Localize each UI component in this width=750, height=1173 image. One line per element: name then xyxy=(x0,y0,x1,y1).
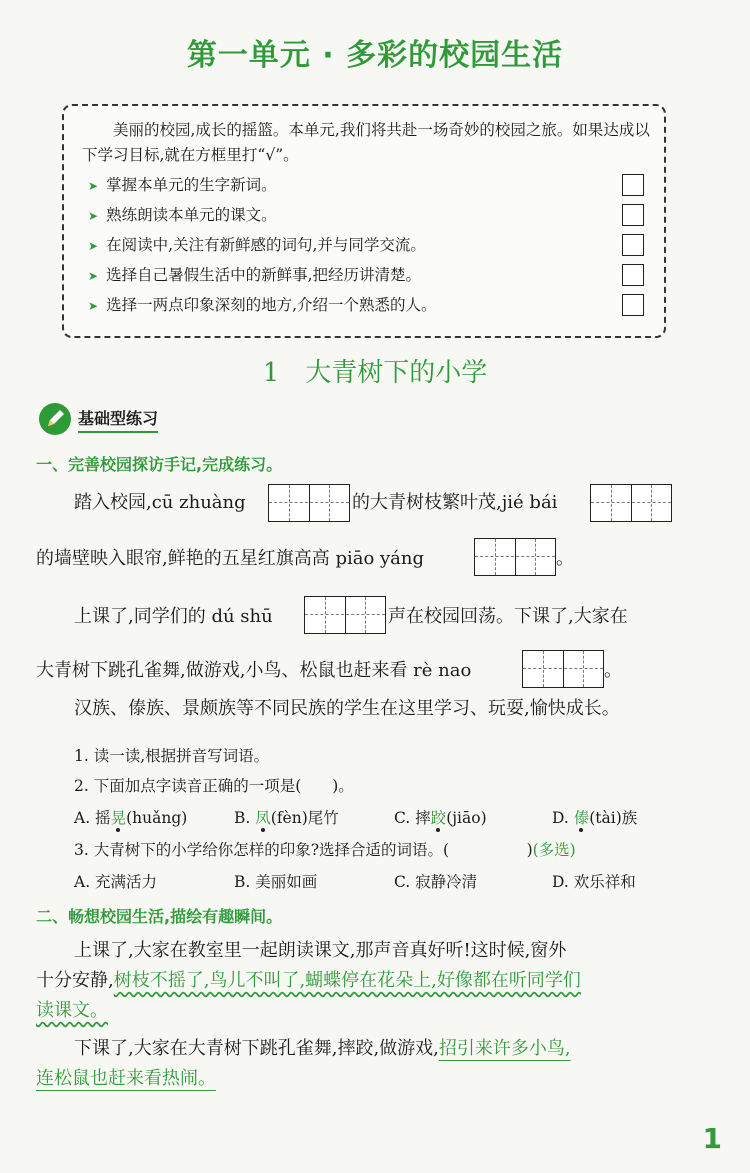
part2-heading: 二、畅想校园生活,描绘有趣瞬间。 xyxy=(36,907,283,926)
goal-item: ➤ 掌握本单元的生字新词。 xyxy=(88,176,277,194)
arrow-bullet-icon: ➤ xyxy=(88,239,99,253)
goal-item: ➤ 选择一两点印象深刻的地方,介绍一个熟悉的人。 xyxy=(88,296,437,314)
part1-p1c: 的墙壁映入眼帘,鲜艳的五星红旗高高 piāo yáng xyxy=(36,548,425,569)
pinyin-write-grid[interactable] xyxy=(268,484,350,522)
part2-p2-line1: 下课了,大家在大青树下跳孔雀舞,摔跤,做游戏,招引来许多小鸟, xyxy=(74,1038,571,1059)
goal-checkbox[interactable] xyxy=(622,174,644,196)
q2-option-c[interactable]: C. 摔跤(jiāo) xyxy=(394,809,487,827)
section-tag-label: 基础型练习 xyxy=(78,406,158,433)
part2-p1-line2: 十分安静,树枝不摇了,鸟儿不叫了,蝴蝶停在花朵上,好像都在听同学们 xyxy=(36,970,581,991)
question-1: 1. 读一读,根据拼音写词语。 xyxy=(74,747,270,765)
goal-item: ➤ 选择自己暑假生活中的新鲜事,把经历讲清楚。 xyxy=(88,266,421,284)
arrow-bullet-icon: ➤ xyxy=(88,299,99,313)
part1-p2b: 声在校园回荡。下课了,大家在 xyxy=(388,606,628,627)
part1-p2d: 。 xyxy=(604,660,622,681)
pinyin-write-grid[interactable] xyxy=(474,538,556,576)
part1-p3: 汉族、傣族、景颇族等不同民族的学生在这里学习、玩耍,愉快成长。 xyxy=(74,698,620,719)
unit-title: 第一单元 · 多彩的校园生活 xyxy=(186,38,564,73)
q2-option-b[interactable]: B. 凤(fèn)尾竹 xyxy=(234,809,339,827)
q3-option-c[interactable]: C. 寂静冷清 xyxy=(394,873,478,891)
pinyin-write-grid[interactable] xyxy=(304,596,386,634)
q3-option-d[interactable]: D. 欢乐祥和 xyxy=(552,873,636,891)
part1-p2a: 上课了,同学们的 dú shū xyxy=(74,606,273,627)
goal-checkbox[interactable] xyxy=(622,294,644,316)
goal-checkbox[interactable] xyxy=(622,264,644,286)
goal-checkbox[interactable] xyxy=(622,234,644,256)
pinyin-write-grid[interactable] xyxy=(522,650,604,688)
part1-p1b: 的大青树枝繁叶茂,jié bái xyxy=(352,492,558,513)
goal-item: ➤ 熟练朗读本单元的课文。 xyxy=(88,206,277,224)
part1-p1d: 。 xyxy=(556,548,574,569)
goal-checkbox[interactable] xyxy=(622,204,644,226)
arrow-bullet-icon: ➤ xyxy=(88,179,99,193)
lesson-title: 1 大青树下的小学 xyxy=(262,358,488,388)
goal-item: ➤ 在阅读中,关注有新鲜感的词句,并与同学交流。 xyxy=(88,236,426,254)
part2-p2c: 连松鼠也赶来看热闹。 xyxy=(36,1068,216,1089)
q2-option-a[interactable]: A. 摇晃(huǎng) xyxy=(74,809,188,827)
arrow-bullet-icon: ➤ xyxy=(88,209,99,223)
question-3: 3. 大青树下的小学给你怎样的印象?选择合适的词语。( )(多选) xyxy=(74,841,576,859)
part1-p1a: 踏入校园,cū zhuàng xyxy=(74,492,246,513)
question-2: 2. 下面加点字读音正确的一项是( )。 xyxy=(74,777,354,795)
q3-option-b[interactable]: B. 美丽如画 xyxy=(234,873,318,891)
part1-heading: 一、完善校园探访手记,完成练习。 xyxy=(36,455,283,474)
goals-intro: 美丽的校园,成长的摇篮。本单元,我们将共赴一场奇妙的校园之旅。如果达成以下学习目标,就在方框里打“√”。 xyxy=(82,121,650,164)
pinyin-write-grid[interactable] xyxy=(590,484,672,522)
q3-option-a[interactable]: A. 充满活力 xyxy=(74,873,158,891)
part2-p1a: 上课了,大家在教室里一起朗读课文,那声音真好听!这时候,窗外 xyxy=(74,940,567,961)
part2-p1d: 读课文。 xyxy=(36,1000,108,1021)
page-number: 1 xyxy=(702,1122,722,1155)
q2-option-d[interactable]: D. 傣(tài)族 xyxy=(552,809,638,827)
pencil-icon xyxy=(38,402,72,436)
part1-p2c: 大青树下跳孔雀舞,做游戏,小鸟、松鼠也赶来看 rè nao xyxy=(36,660,472,681)
arrow-bullet-icon: ➤ xyxy=(88,269,99,283)
